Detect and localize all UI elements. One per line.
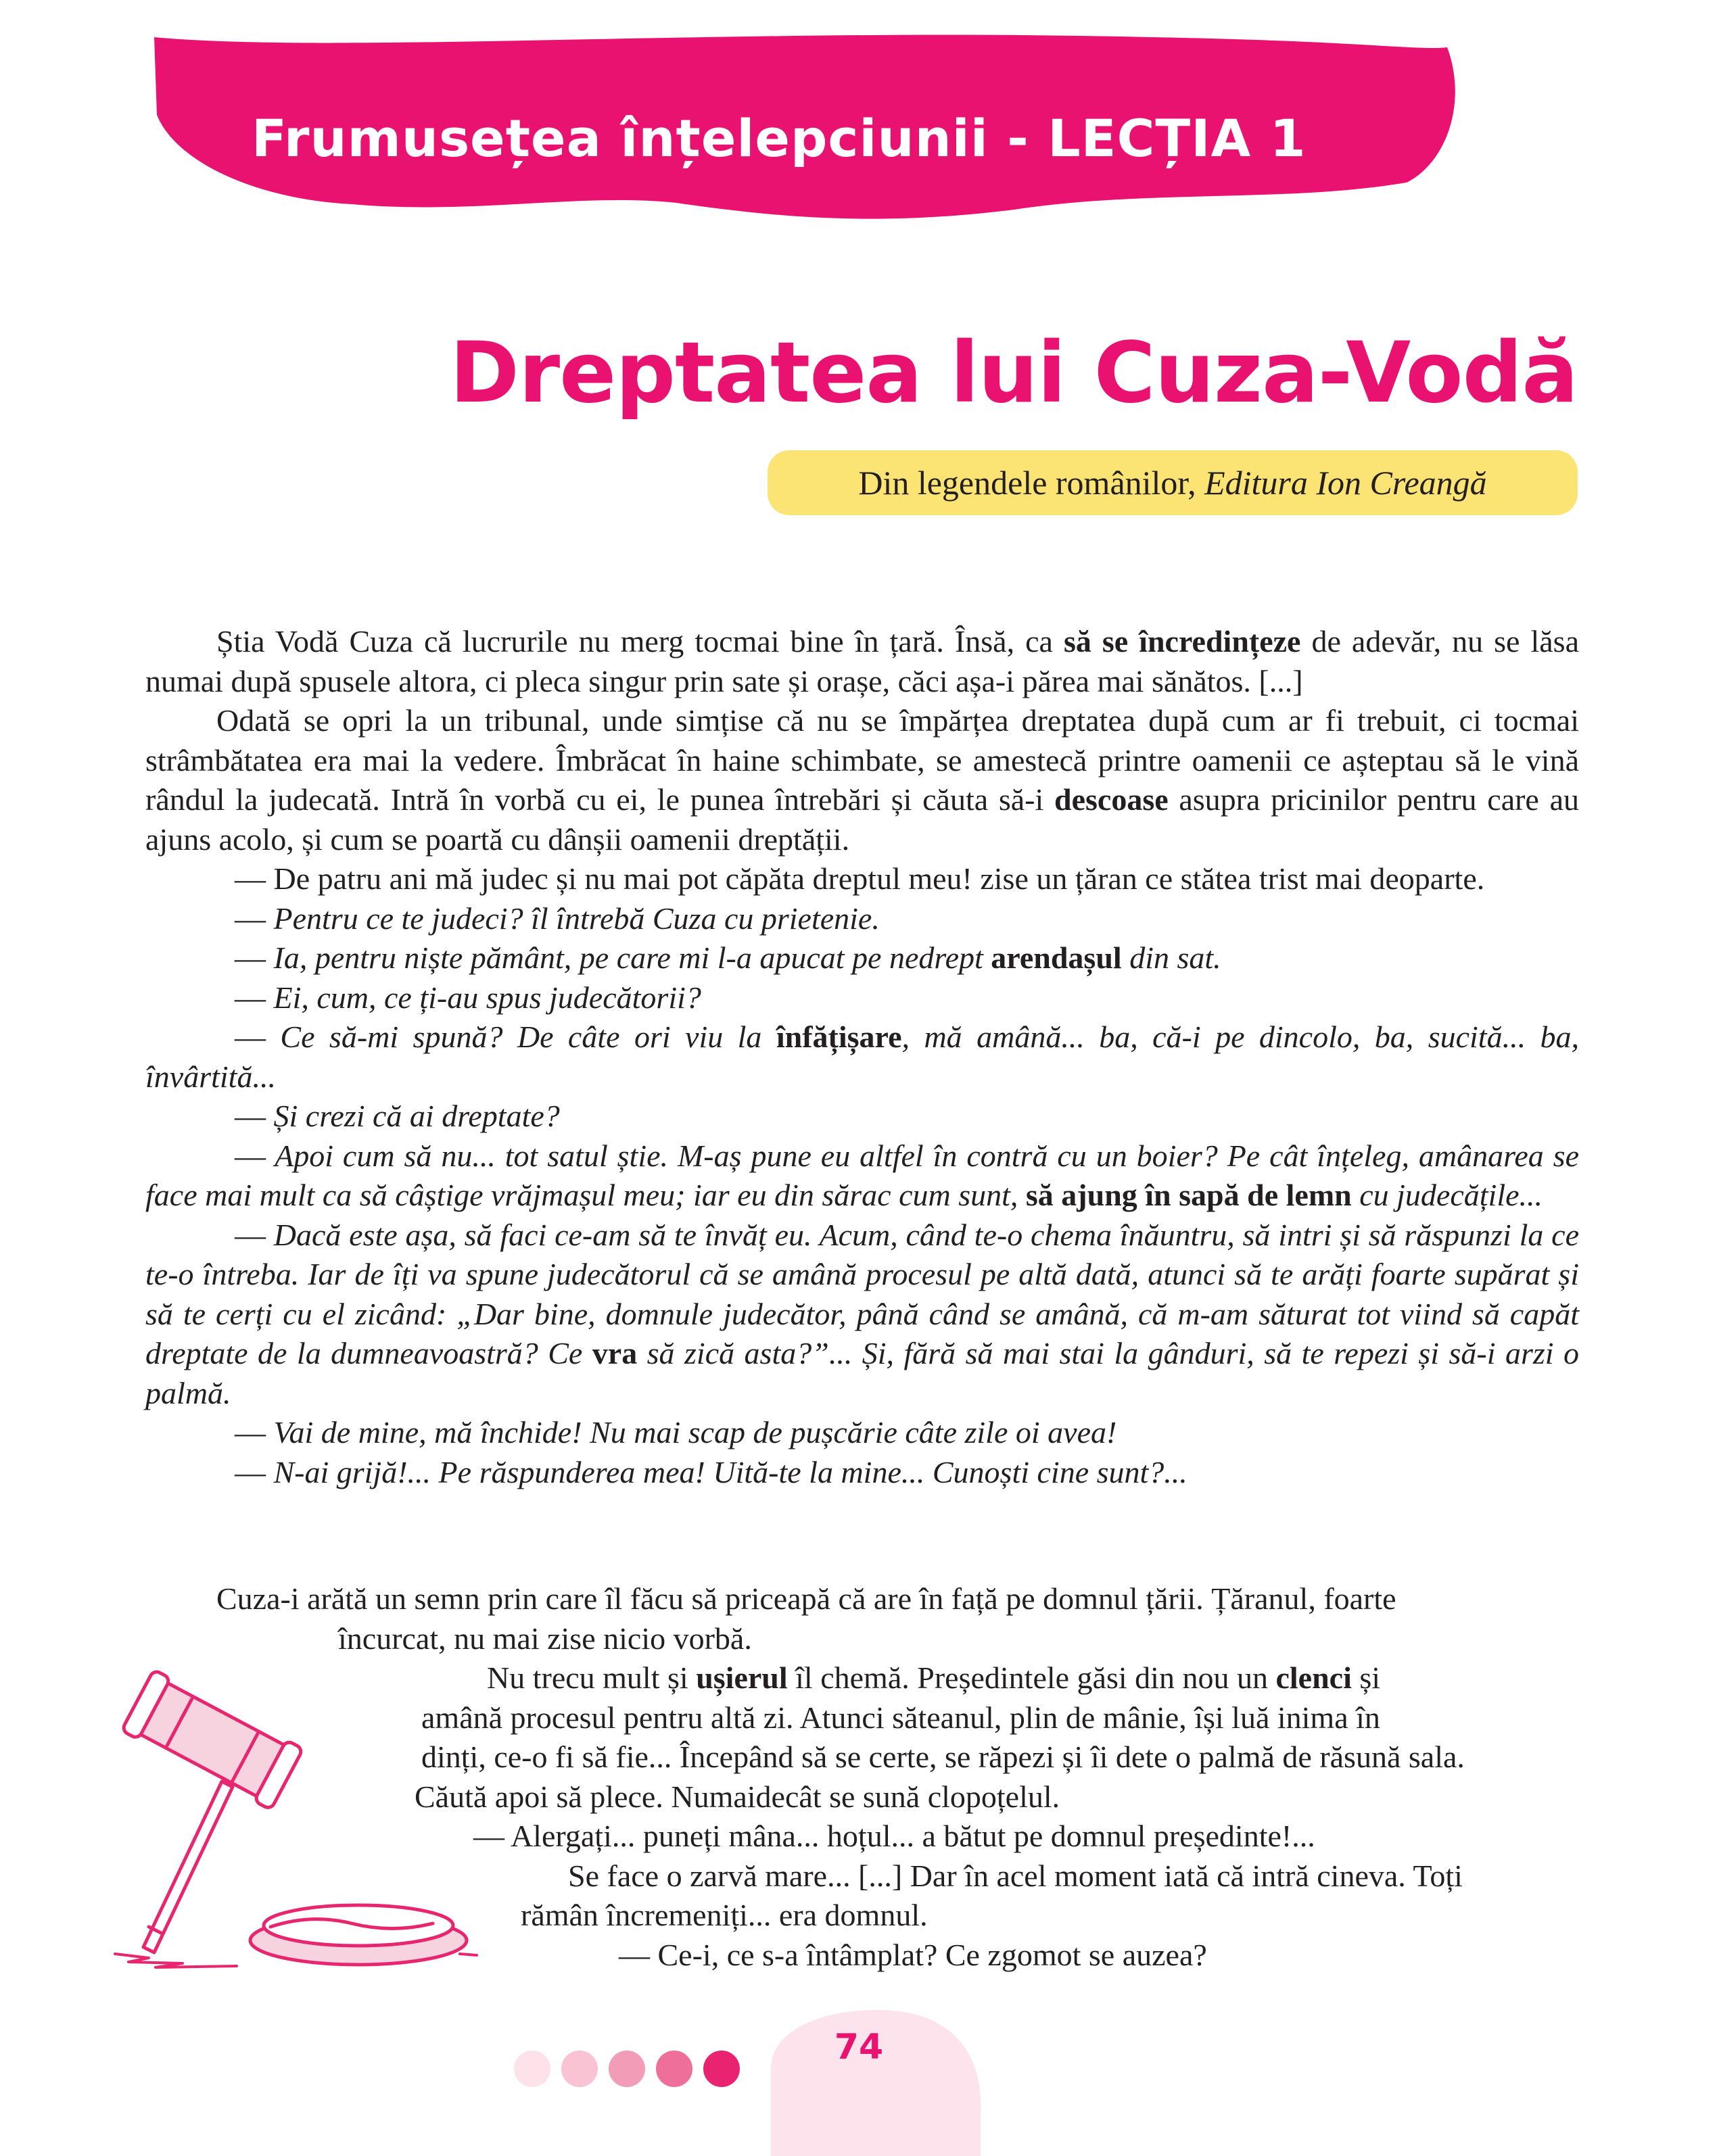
vocab-term: să se încredințeze	[1063, 624, 1301, 658]
header-title: Frumusețea înțelepciunii - LECȚIA 1	[252, 108, 1307, 168]
story-line: amână procesul pentru altă zi. Atunci săteanul, plin de mânie, își luă inima în	[421, 1700, 1380, 1735]
vocab-term: înfățișare	[776, 1020, 902, 1054]
story-line: Se face o zarvă mare... [...] Dar în acel moment iată că intră cineva. Toți	[568, 1858, 1463, 1893]
story-line: dinți, ce-o fi să fie... Începând să se certe, se răpezi și îi dete o palmă de răsună sala.	[421, 1740, 1465, 1774]
page-number: 74	[834, 2027, 884, 2067]
progress-dot	[703, 2051, 740, 2087]
story-text	[145, 622, 1579, 1492]
lesson-title: Dreptatea lui Cuza-Vodă	[450, 325, 1578, 422]
story-line: încurcat, nu mai zise nicio vorbă.	[338, 1621, 752, 1656]
source-badge	[768, 450, 1578, 515]
story-line: — Alergați... puneți mâna... hoțul... a bătut pe domnul președinte!...	[473, 1819, 1315, 1853]
gavel-illustration	[108, 1656, 487, 1981]
vocab-term: să ajung în sapă de lemn	[1025, 1178, 1352, 1212]
story-line: Căută apoi să plece. Numaidecât se sună clopoțelul.	[415, 1779, 1060, 1814]
dialogue-line: — Și crezi că ai dreptate?	[235, 1099, 560, 1133]
dialogue-line: — Dacă este așa, să faci ce-am să te învăț eu. Acum, când te-o chema înăuntru, să intri și să răspunzi la ce te-o întreba. Iar de îți va spune judecătorul că se amână procesul pe altă dată, atunci să te arăți foarte supărat și să te cerți cu el zicând: „Dar bine, domnule judecător, până când se amână, că m-am săturat tot viind să capăt dreptate de la dumneavoastră? Ce vra să zică asta?”... Și, fără să mai stai la gânduri, să te repezi și să-i arzi o palmă.	[145, 1217, 1579, 1410]
source-publisher: Editura Ion Creangă	[1204, 464, 1487, 502]
progress-dot	[561, 2051, 598, 2087]
source-text: Din legendele românilor,	[858, 464, 1196, 502]
story-paragraph: Știa Vodă Cuza că lucrurile nu merg tocmai bine în țară. Însă, ca să se încredințeze de adevăr, nu se lăsa numai după spusele altora, ci pleca singur prin sate și orașe, căci așa-i părea mai sănătos. [...]	[145, 624, 1579, 698]
story-line: Nu trecu mult și ușierul îl chemă. Președintele găsi din nou un clenci și	[487, 1660, 1381, 1695]
vocab-term: ușierul	[696, 1660, 788, 1695]
dialogue-line: — De patru ani mă judec și nu mai pot căpăta dreptul meu! zise un țăran ce stătea trist mai deoparte.	[235, 861, 1485, 896]
dialogue-line: — Ia, pentru niște pământ, pe care mi l-a apucat pe nedrept arendașul din sat.	[235, 940, 1221, 975]
story-line: — Ce-i, ce s-a întâmplat? Ce zgomot se auzea?	[619, 1937, 1207, 1972]
progress-dot	[609, 2051, 645, 2087]
progress-dot	[656, 2051, 692, 2087]
dialogue-line: — Vai de mine, mă închide! Nu mai scap de pușcărie câte zile oi avea!	[235, 1415, 1117, 1450]
progress-dot	[514, 2051, 550, 2087]
vocab-term: descoase	[1054, 782, 1169, 817]
vocab-term: arendașul	[991, 940, 1122, 975]
dialogue-line: — Pentru ce te judeci? îl întrebă Cuza cu prietenie.	[235, 901, 880, 936]
vocab-term: vra	[592, 1336, 638, 1370]
story-paragraph: Odată se opri la un tribunal, unde simțise că nu se împărțea dreptatea după cum ar fi trebuit, ci tocmai strâmbătatea era mai la vedere. Îmbrăcat în haine schimbate, se amestecă printre oamenii ce așteptau să le vină rândul la judecată. Intră în vorbă cu ei, le punea întrebări și căuta să-i descoase asupra pricinilor pentru care au ajuns acolo, și cum se poartă cu dânșii oamenii dreptății.	[145, 703, 1579, 857]
vocab-term: clenci	[1275, 1660, 1352, 1695]
story-line: Cuza-i arătă un semn prin care îl făcu să priceapă că are în față pe domnul țării. Țăranul, foarte	[216, 1581, 1396, 1616]
dialogue-line: — Apoi cum să nu... tot satul știe. M-aș pune eu altfel în contră cu un boier? Pe cât înțeleg, amânarea se face mai mult ca să câștige vrăjmașul meu; iar eu din sărac cum sunt, să ajung în sapă de lemn cu judecățile...	[145, 1138, 1579, 1212]
dialogue-line: — N-ai grijă!... Pe răspunderea mea! Uită-te la mine... Cunoști cine sunt?...	[235, 1454, 1187, 1489]
dialogue-line: — Ei, cum, ce ți-au spus judecătorii?	[235, 980, 701, 1015]
dialogue-line: — Ce să-mi spună? De câte ori viu la înfățișare, mă amână... ba, că-i pe dincolo, ba, sucită... ba, învârtită...	[145, 1020, 1579, 1094]
story-line: rămân încremeniți... era domnul.	[521, 1898, 928, 1932]
